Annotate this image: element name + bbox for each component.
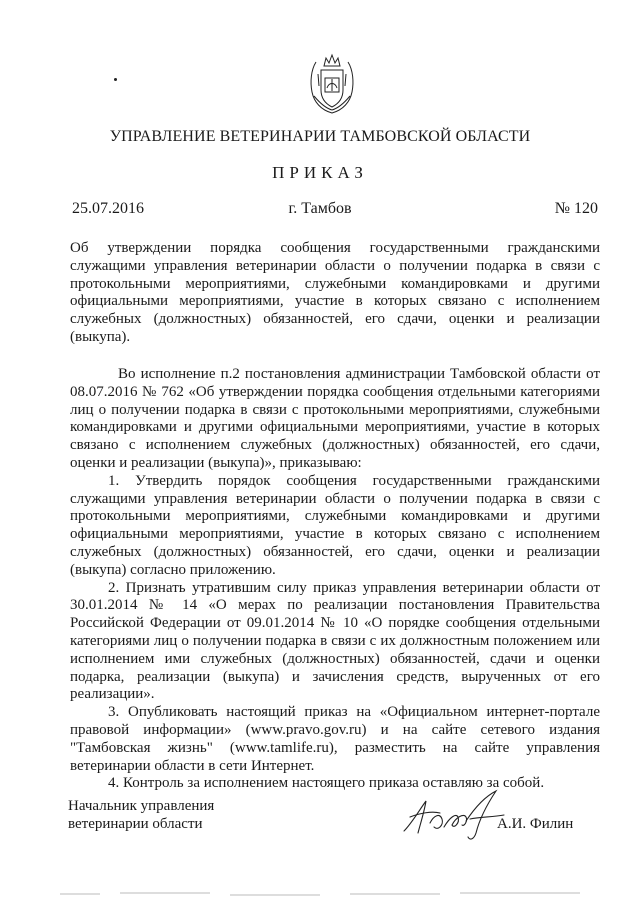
order-item-2: 2. Признать утратившим силу приказ управления ветеринарии области от 30.01.2014 № 14 «О мерах по реализации постановления Правительства Российской Федерации от 09.01.2014 № 10 «О порядке сообщения отдельными категориями лиц о получении подарка в связи с их должностным положением или исполнением ими служебных (должностных) обязанностей, сдачи и оценки подарка, реализации (выкупа) и зачисления средств, вырученных от его реализации». (70, 579, 600, 703)
coat-of-arms-icon (309, 52, 355, 116)
order-number: № 120 (554, 200, 598, 217)
document-type-title: ПРИКАЗ (272, 163, 368, 182)
order-item-4: 4. Контроль за исполнением настоящего приказа оставляю за собой. (108, 775, 545, 792)
order-city: г. Тамбов (288, 200, 352, 217)
handwritten-signature (400, 787, 510, 843)
organization-name: УПРАВЛЕНИЕ ВЕТЕРИНАРИИ ТАМБОВСКОЙ ОБЛАСТИ (109, 128, 531, 145)
order-item-1: 1. Утвердить порядок сообщения государственными гражданскими служащими управления ветеринарии области о получении подарка в связи с протокольными мероприятиями, служебными командировками и другими официальными мероприятиями, участие в которых связано с исполнением служебных (должностных) обязанностей, его сдачи, оценки и реализации (выкупа) согласно приложению. (70, 472, 600, 578)
order-date: 25.07.2016 (72, 200, 144, 217)
signatory-title-line-1: Начальник управления (68, 798, 215, 814)
order-body (70, 366, 600, 793)
signatory-title-line-2: ветеринарии области (68, 816, 203, 832)
signatory-title (68, 797, 288, 833)
order-subject: Об утверждении порядка сообщения государственными гражданскими служащими управления ветеринарии области о получении подарка в связи с протокольными мероприятиями, служебными командировками и другими официальными мероприятиями, участие в которых связано с исполнением служебных (должностных) обязанностей, его сдачи, оценки и реализации (выкупа). (70, 240, 600, 345)
order-item-3: 3. Опубликовать настоящий приказ на «Официальном интернет-портале правовой информации» (www.pravo.gov.ru) и на сайте сетевого издания "Тамбовская жизнь" (www.tamlife.ru), разместить на сайте управления ветеринарии области в сети Интернет. (70, 704, 600, 774)
scan-speck (114, 78, 117, 81)
scan-edge-artifact (60, 891, 580, 897)
preamble-paragraph: Во исполнение п.2 постановления администрации Тамбовской области от 08.07.2016 № 762 «Об утверждении порядка сообщения отдельными категориями лиц о получении подарка в связи с протокольными мероприятиями, служебными командировками и другими официальными мероприятиями, участие в которых связано с исполнением служебных (должностных) обязанностей, его сдачи, оценки и реализации (выкупа)», приказываю: (70, 366, 600, 471)
signatory-name: А.И. Филин (497, 816, 574, 832)
